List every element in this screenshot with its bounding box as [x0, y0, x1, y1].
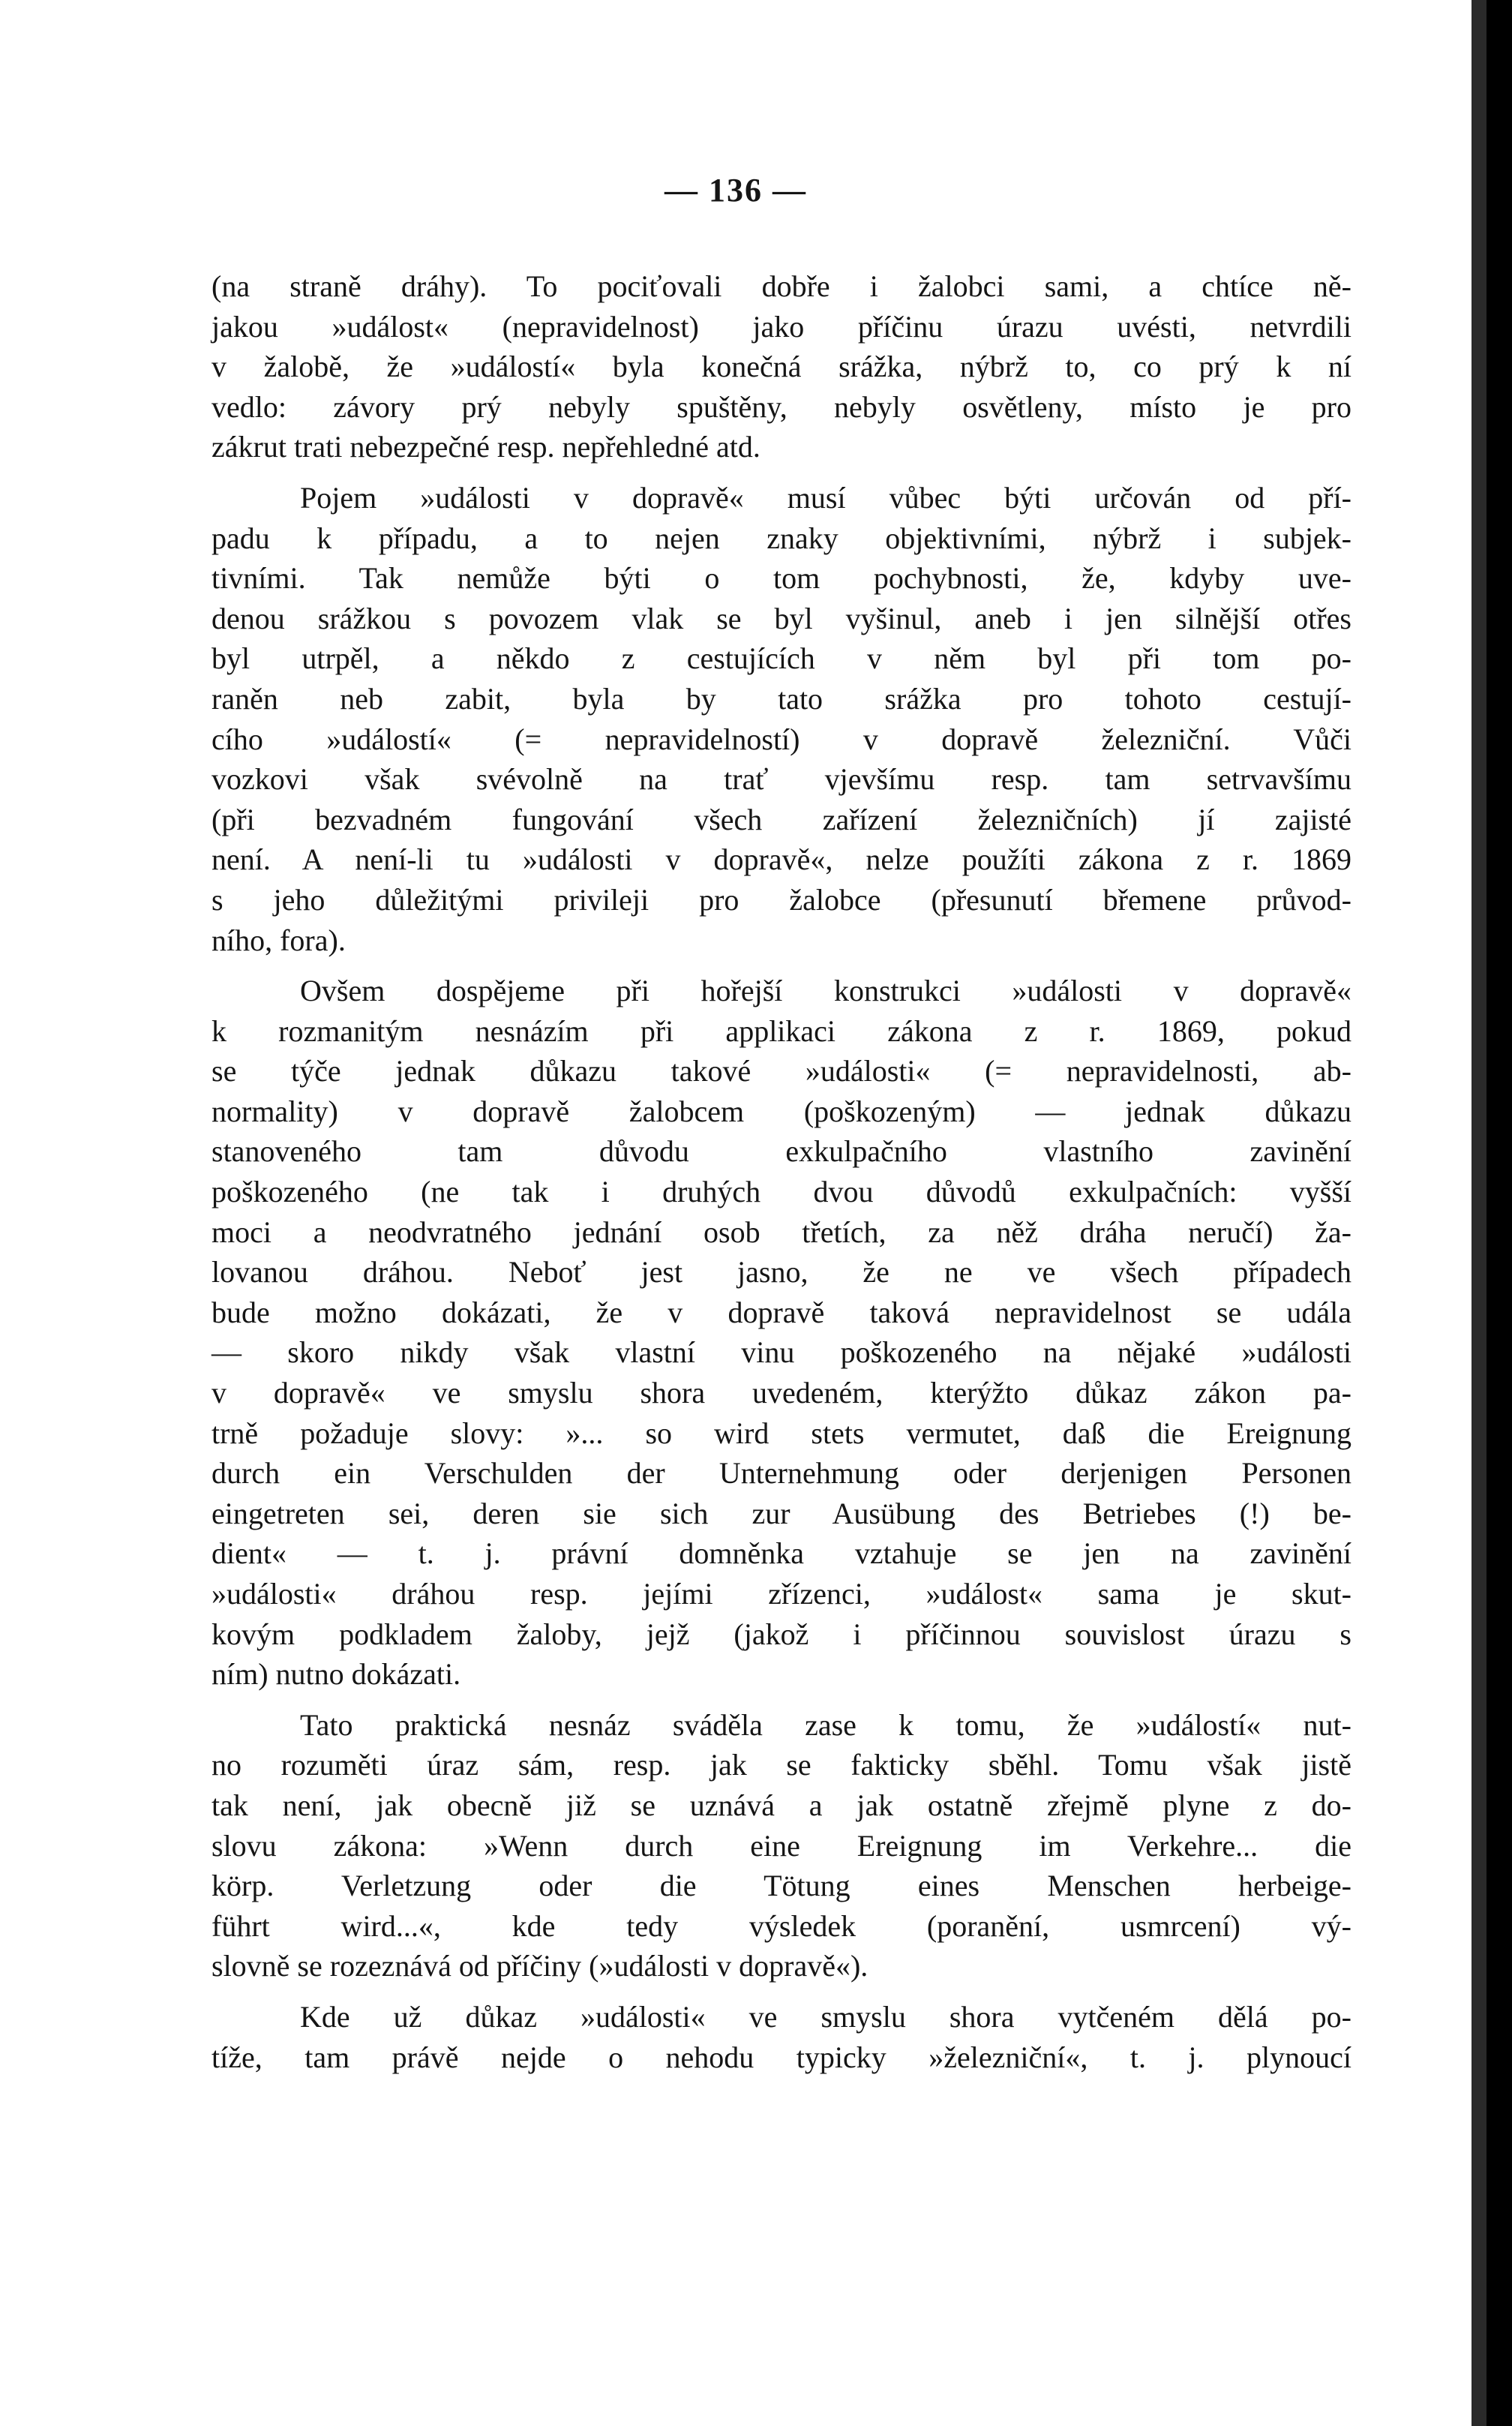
- text-line: durch ein Verschulden der Unternehmung oder derjenigen Personen: [212, 1456, 1352, 1491]
- scan-edge: [1472, 0, 1486, 2426]
- text-line: Ovšem dospějeme při hořejší konstrukci »události v dopravě«: [300, 974, 1352, 1008]
- text-line: Tato praktická nesnáz sváděla zase k tomu, že »událostí« nut-: [300, 1707, 1352, 1742]
- text-line: normality) v dopravě žalobcem (poškozeným) — jednak důkazu: [212, 1094, 1352, 1128]
- text-line: lovanou dráhou. Neboť jest jasno, že ne ve všech případech: [212, 1255, 1352, 1290]
- text-line: raněn neb zabit, byla by tato srážka pro tohoto cestují-: [212, 681, 1352, 716]
- text-line: není. A není-li tu »události v dopravě«, nelze použíti zákona z r. 1869: [212, 842, 1352, 877]
- text-line: v dopravě« ve smyslu shora uvedeném, kterýžto důkaz zákon pa-: [212, 1376, 1352, 1410]
- text-line: denou srážkou s povozem vlak se byl vyšinul, aneb i jen silnější otřes: [212, 601, 1352, 635]
- paragraph-5: [212, 1997, 1352, 2077]
- text-line: jakou »událost« (nepravidelnost) jako příčinu úrazu uvésti, netvrdili: [212, 309, 1352, 344]
- paragraph-4: [212, 1705, 1352, 1986]
- text-line: führt wird...«, kde tedy výsledek (poranění, usmrcení) vý-: [212, 1908, 1352, 1943]
- page-number: — 136 —: [664, 172, 807, 209]
- text-line: k rozmanitým nesnázím při applikaci zákona z r. 1869, pokud: [212, 1013, 1352, 1048]
- text-line: (na straně dráhy). To pociťovali dobře i žalobci sami, a chtíce ně-: [212, 269, 1352, 303]
- text-line: »události« dráhou resp. jejími zřízenci, »událost« sama je skut-: [212, 1577, 1352, 1611]
- text-line: zákrut trati nebezpečné resp. nepřehledné atd.: [212, 430, 760, 464]
- text-line: tíže, tam právě nejde o nehodu typicky »železniční«, t. j. plynoucí: [212, 2040, 1352, 2074]
- text-line: moci a neodvratného jednání osob třetích, za něž dráha neručí) ža-: [212, 1215, 1352, 1249]
- text-line: stanoveného tam důvodu exkulpačního vlastního zavinění: [212, 1134, 1352, 1169]
- text-line: tak není, jak obecně již se uznává a jak ostatně zřejmě plyne z do-: [212, 1788, 1352, 1822]
- text-line: vedlo: závory prý nebyly spuštěny, nebyly osvětleny, místo je pro: [212, 389, 1352, 424]
- text-line: v žalobě, že »událostí« byla konečná srážka, nýbrž to, co prý k ní: [212, 350, 1352, 384]
- text-line: trně požaduje slovy: »... so wird stets vermutet, daß die Ereignung: [212, 1416, 1352, 1450]
- text-line: Pojem »události v dopravě« musí vůbec býti určován od pří-: [300, 480, 1352, 515]
- text-line: padu k případu, a to nejen znaky objektivními, nýbrž i subjek-: [212, 521, 1352, 555]
- paragraph-2: [212, 478, 1352, 960]
- page-body: [212, 266, 1352, 2077]
- paragraph-3: [212, 971, 1352, 1695]
- paragraph-1: [212, 266, 1352, 467]
- text-line: (při bezvadném fungování všech zařízení železničních) jí zajisté: [212, 802, 1352, 836]
- text-line: vozkovi však svévolně na trať vjevšímu resp. tam setrvavšímu: [212, 762, 1352, 797]
- text-line: s jeho důležitými privileji pro žalobce (přesunutí břemene průvod-: [212, 882, 1352, 917]
- text-line: kovým podkladem žaloby, jejž (jakož i příčinnou souvislost úrazu s: [212, 1617, 1352, 1651]
- text-line: körp. Verletzung oder die Tötung eines Menschen herbeige-: [212, 1869, 1352, 1903]
- text-line: ního, fora).: [212, 923, 346, 957]
- text-line: se týče jednak důkazu takové »události« (= nepravidelnosti, ab-: [212, 1054, 1352, 1088]
- text-line: dient« — t. j. právní domněnka vztahuje se jen na zavinění: [212, 1536, 1352, 1571]
- text-line: Kde už důkaz »události« ve smyslu shora vytčeném dělá po-: [300, 1999, 1352, 2034]
- text-line: byl utrpěl, a někdo z cestujících v něm byl při tom po-: [212, 641, 1352, 676]
- text-line: slovně se rozeznává od příčiny (»události v dopravě«).: [212, 1949, 868, 1983]
- text-line: ním) nutno dokázati.: [212, 1657, 461, 1692]
- text-line: eingetreten sei, deren sie sich zur Ausübung des Betriebes (!) be-: [212, 1496, 1352, 1530]
- text-line: cího »událostí« (= nepravidelností) v dopravě železniční. Vůči: [212, 722, 1352, 756]
- text-line: bude možno dokázati, že v dopravě taková nepravidelnost se udála: [212, 1295, 1352, 1329]
- text-line: tivními. Tak nemůže býti o tom pochybnosti, že, kdyby uve-: [212, 561, 1352, 596]
- text-line: poškozeného (ne tak i druhých dvou důvodů exkulpačních: vyšší: [212, 1175, 1352, 1209]
- text-line: — skoro nikdy však vlastní vinu poškozeného na nějaké »události: [212, 1335, 1352, 1370]
- text-line: slovu zákona: »Wenn durch eine Ereignung im Verkehre... die: [212, 1828, 1352, 1863]
- text-line: no rozuměti úraz sám, resp. jak se fakticky sběhl. Tomu však jistě: [212, 1748, 1352, 1782]
